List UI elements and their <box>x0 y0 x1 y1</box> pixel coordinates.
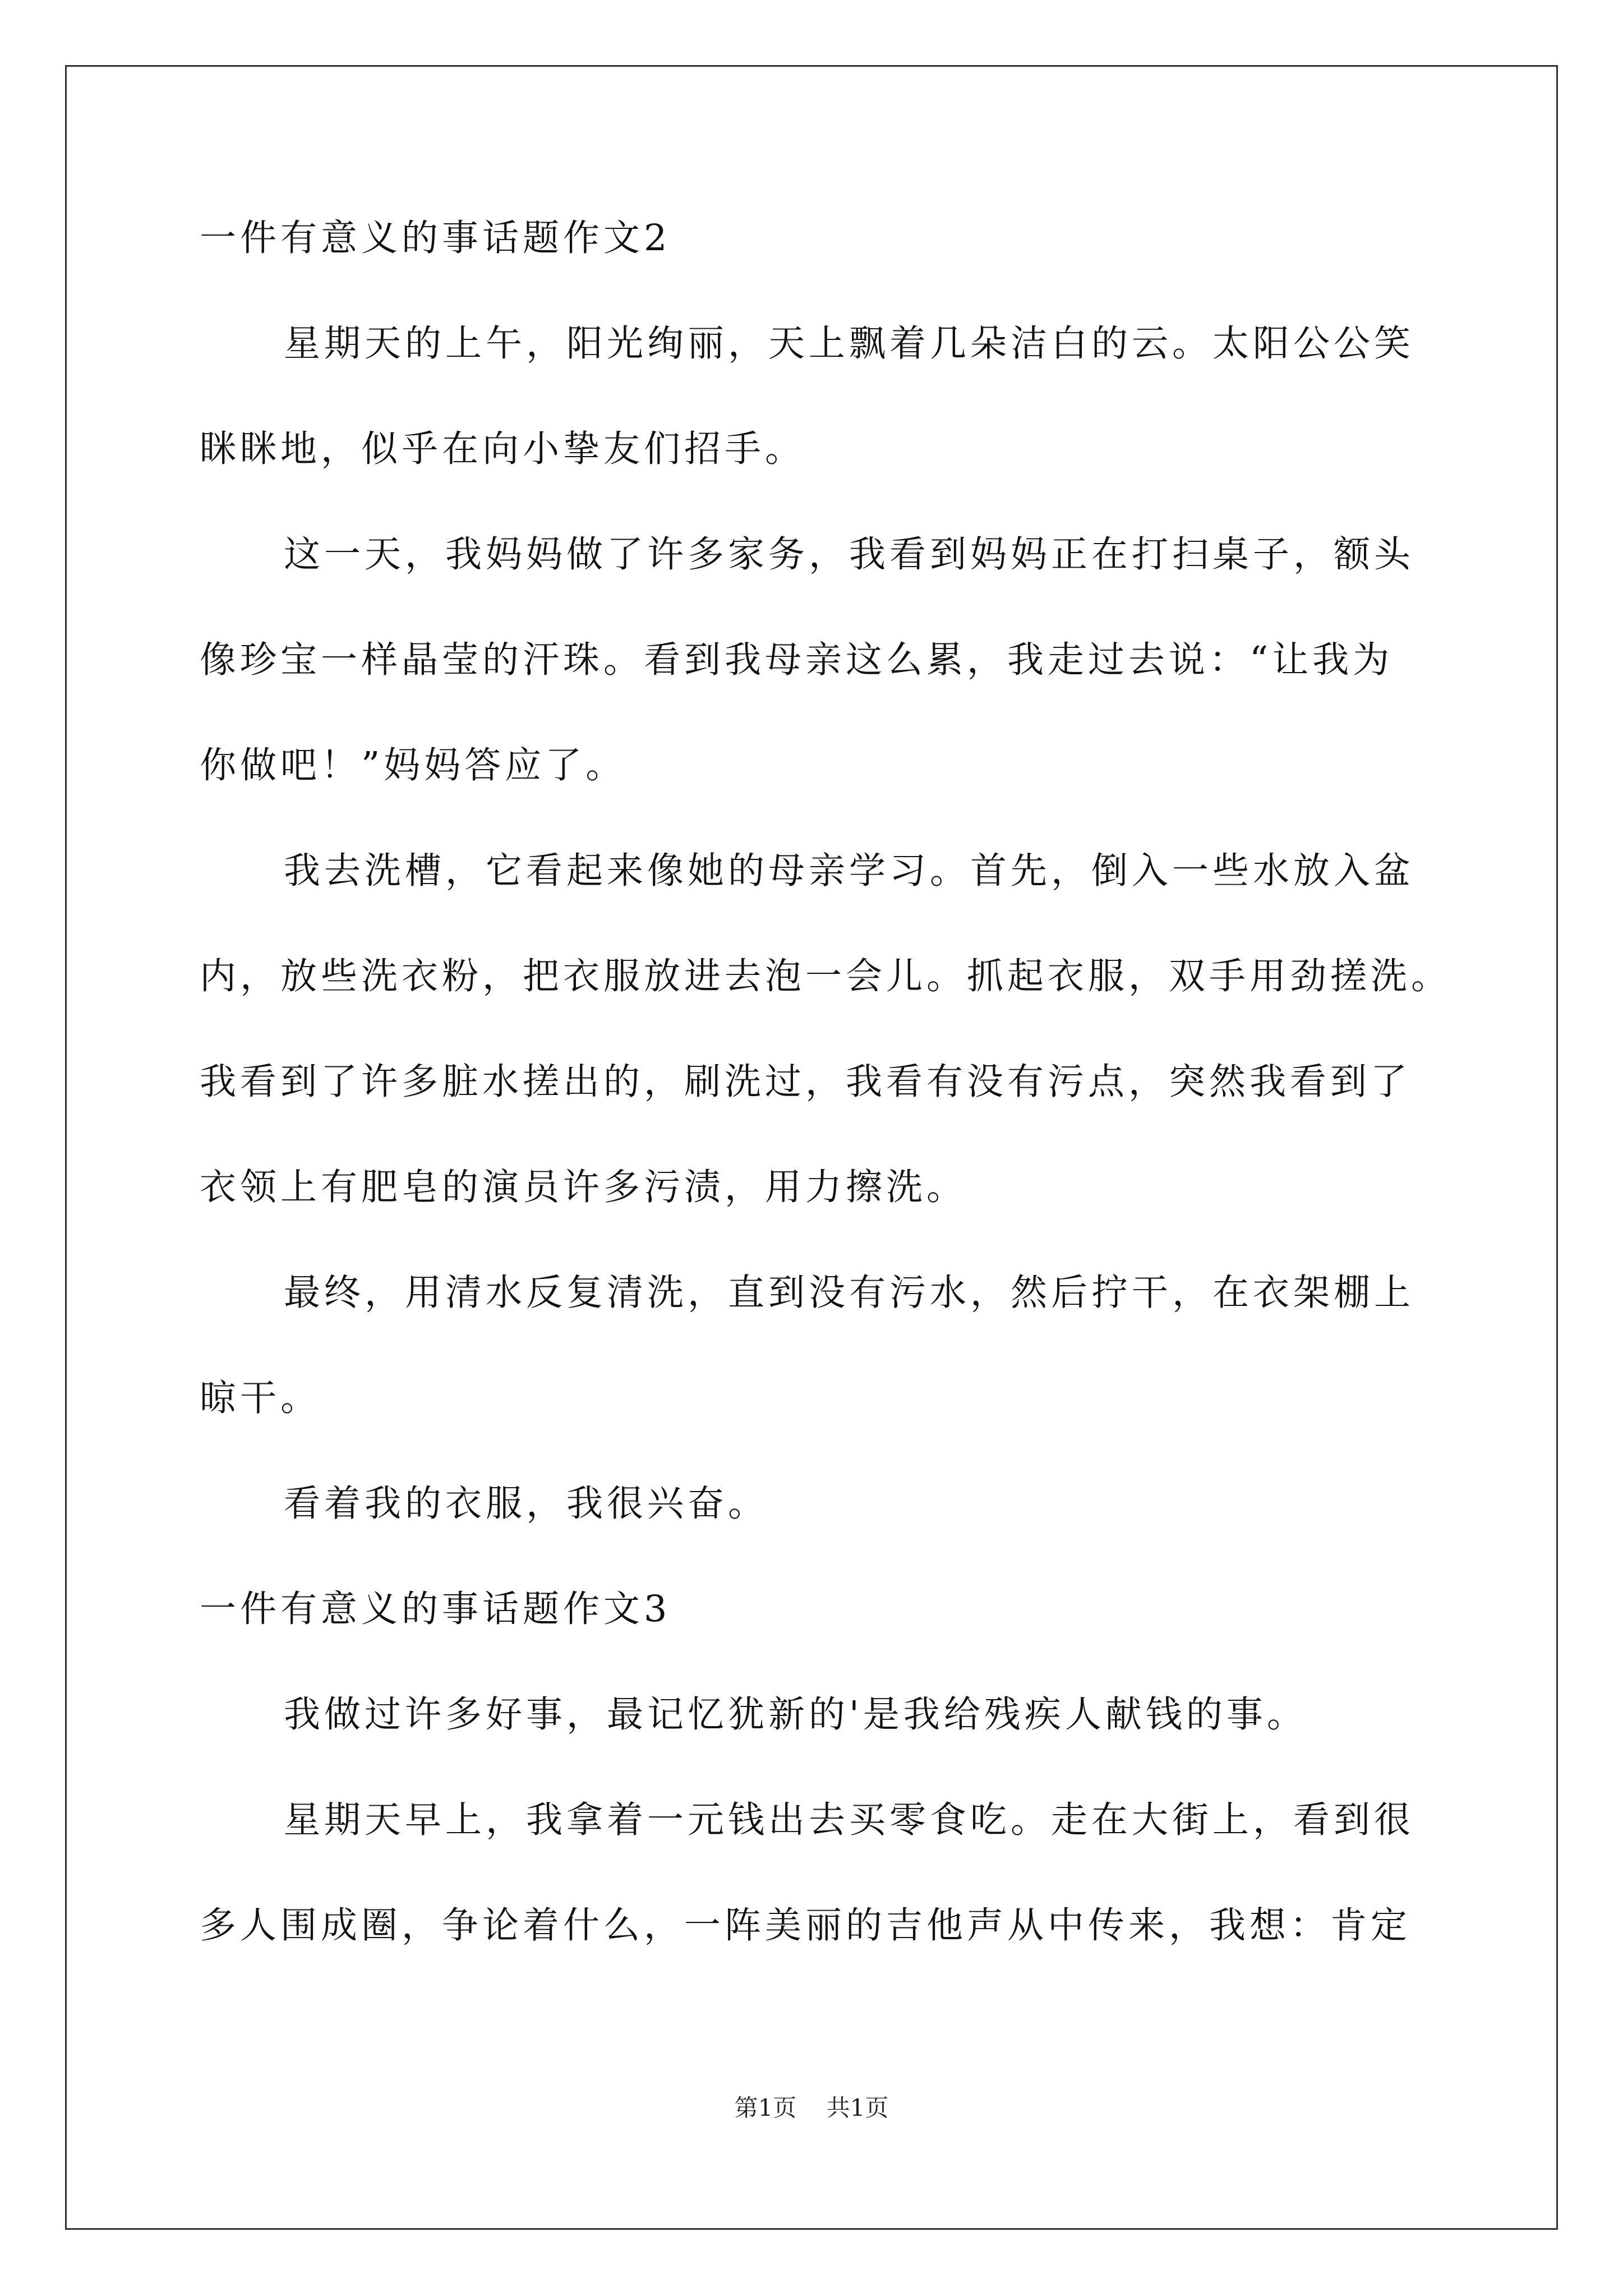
paragraph-line: 最终，用清水反复清洗，直到没有污水，然后拧干，在衣架棚上 <box>284 1272 1415 1314</box>
paragraph-line: 这一天，我妈妈做了许多家务，我看到妈妈正在打扫桌子，额头 <box>284 533 1415 576</box>
paragraph-line: 我看到了许多脏水搓出的，刷洗过，我看有没有污点，突然我看到了 <box>200 1061 1412 1103</box>
page-footer <box>0 2090 1623 2123</box>
document-body <box>200 217 1452 2013</box>
paragraph-line: 多人围成圈，争论着什么，一阵美丽的吉他声从中传来，我想：肯定 <box>200 1904 1412 1947</box>
paragraph-line: 晾干。 <box>200 1377 321 1419</box>
paragraph-line: 我做过许多好事，最记忆犹新的'是我给残疾人献钱的事。 <box>284 1694 1307 1736</box>
heading-essay-3: 一件有意义的事话题作文3 <box>200 1588 671 1630</box>
heading-essay-2: 一件有意义的事话题作文2 <box>200 217 671 259</box>
paragraph-line: 眯眯地，似乎在向小挚友们招手。 <box>200 428 806 470</box>
paragraph-line: 像珍宝一样晶莹的汗珠。看到我母亲这么累，我走过去说：“让我为 <box>200 639 1394 681</box>
paragraph-line: 衣领上有肥皂的演员许多污渍，用力擦洗。 <box>200 1166 967 1208</box>
paragraph-line: 星期天早上，我拿着一元钱出去买零食吃。走在大街上，看到很 <box>284 1799 1415 1841</box>
page-number: 第1页 <box>734 2094 797 2122</box>
paragraph-line: 我去洗槽，它看起来像她的母亲学习。首先，倒入一些水放入盆 <box>284 850 1415 892</box>
paragraph-line: 内，放些洗衣粉，把衣服放进去泡一会儿。抓起衣服，双手用劲搓洗。 <box>200 955 1452 997</box>
page-total: 共1页 <box>826 2094 889 2122</box>
paragraph-line: 星期天的上午，阳光绚丽，天上飘着几朵洁白的云。太阳公公笑 <box>284 323 1415 365</box>
paragraph-line: 你做吧！”妈妈答应了。 <box>200 744 626 786</box>
paragraph-line: 看着我的衣服，我很兴奋。 <box>284 1483 769 1525</box>
